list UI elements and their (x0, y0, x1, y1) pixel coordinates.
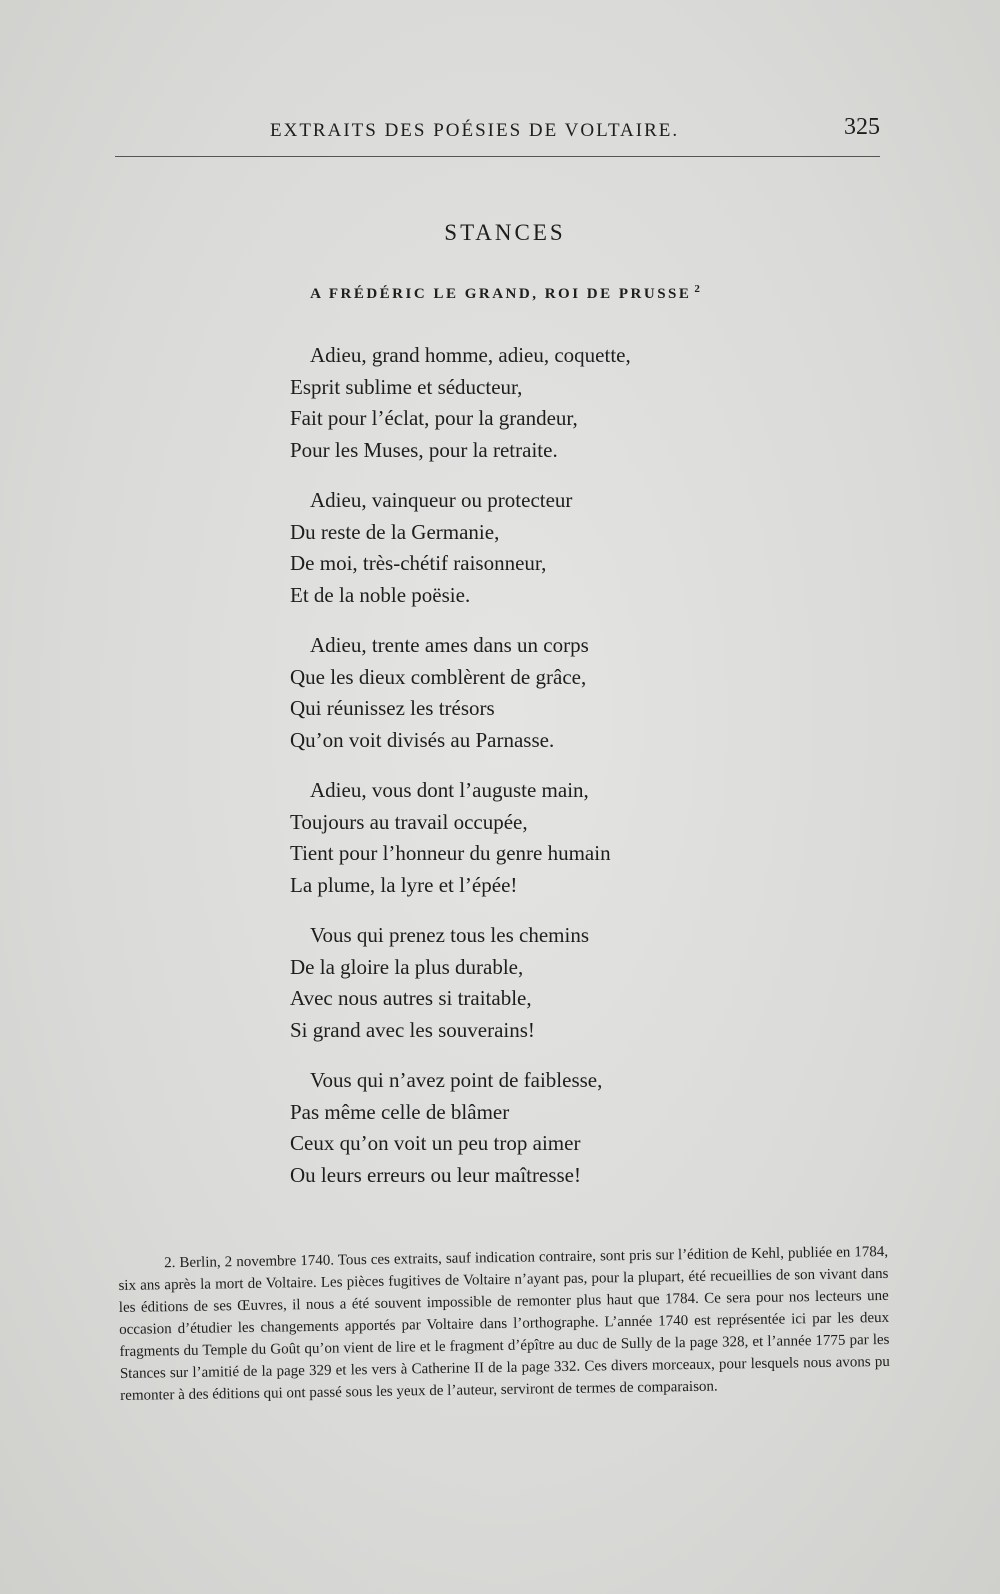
poem-body (290, 340, 710, 1210)
verse-line: Et de la noble poësie. (290, 582, 471, 607)
verse-line: Du reste de la Germanie, (290, 519, 500, 544)
verse-line: Vous qui prenez tous les chemins (310, 923, 589, 947)
verse-line: Adieu, vous dont l’auguste main, (310, 778, 589, 802)
verse-line: Adieu, vainqueur ou protecteur (310, 488, 573, 512)
footnote-ref: 2 (694, 283, 700, 295)
verse-line: Qu’on voit divisés au Parnasse. (290, 727, 555, 752)
verse-line: La plume, la lyre et l’épée! (290, 872, 518, 897)
poem-title: STANCES (444, 220, 566, 245)
verse-line: Tient pour l’honneur du genre humain (290, 841, 611, 865)
stanza (290, 1065, 710, 1191)
verse-line: Fait pour l’éclat, pour la grandeur, (290, 406, 578, 430)
verse-line: Esprit sublime et séducteur, (290, 374, 523, 399)
verse-line: Si grand avec les souverains! (290, 1017, 535, 1042)
verse-line: Adieu, trente ames dans un corps (310, 633, 589, 657)
verse-line: Adieu, grand homme, adieu, coquette, (310, 343, 631, 367)
verse-line: Toujours au travail occupée, (290, 809, 528, 834)
verse-line: Ou leurs erreurs ou leur maîtresse! (290, 1162, 581, 1187)
stanza (290, 630, 710, 756)
header-rule (115, 156, 880, 157)
verse-line: Vous qui n’avez point de faiblesse, (310, 1068, 603, 1092)
verse-line: Que les dieux comblèrent de grâce, (290, 664, 587, 689)
stanza (290, 340, 710, 466)
running-head (115, 114, 880, 150)
stanza (290, 775, 710, 901)
page-number: 325 (844, 114, 880, 140)
poem-subtitle (0, 283, 1000, 303)
stanza (290, 485, 710, 611)
footnote-text: 2. Berlin, 2 novembre 1740. Tous ces extraits, sauf indication contraire, sont pris sur l’édition de Kehl, publiée en 1784, six ans après la mort de Voltaire. Les pièces fugitives de Voltaire n’ayant pas, pour la plupart, été recueillies de son vivant dans les éditions de ses Œuvres, il nous a été souvent impossible de remonter plus haut que 1784. Ce sera pour nos lecteurs une occasion d’étudier les changements apportés par Voltaire dans l’orthographe. L’année 1740 est représentée ici par les deux fragments du Temple du Goût qu’on vient de lire et le fragment d’épître au duc de Sully de la page 328, et l’année 1775 par les Stances sur l’amitié de la page 329 et les vers à Catherine II de la page 332. Ces divers morceaux, pour lesquels nous avons pu remonter à des éditions qui ont passé sous les yeux de l’auteur, serviront de termes de comparaison. (118, 1243, 890, 1404)
footnote (118, 1241, 890, 1407)
verse-line: De la gloire la plus durable, (290, 954, 524, 979)
poem-subtitle-text: A FRÉDÉRIC LE GRAND, ROI DE PRUSSE (310, 286, 692, 302)
stanza (290, 920, 710, 1046)
verse-line: Pas même celle de blâmer (290, 1099, 510, 1124)
verse-line: Qui réunissez les trésors (290, 696, 495, 720)
verse-line: Pour les Muses, pour la retraite. (290, 437, 558, 462)
verse-line: Ceux qu’on voit un peu trop aimer (290, 1131, 581, 1155)
verse-line: De moi, très-chétif raisonneur, (290, 551, 547, 575)
running-title: EXTRAITS DES POÉSIES DE VOLTAIRE. (270, 120, 680, 141)
verse-line: Avec nous autres si traitable, (290, 986, 532, 1010)
